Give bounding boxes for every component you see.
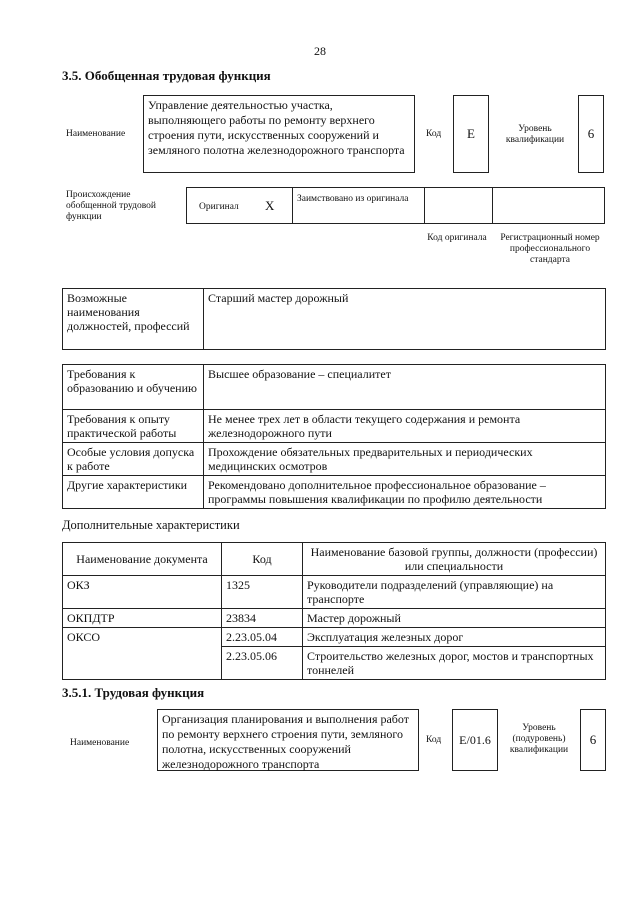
code-cell: 2.23.05.06 bbox=[222, 647, 303, 680]
gtf-name-label: Наименование bbox=[66, 129, 126, 139]
name-cell: Мастер дорожный bbox=[303, 609, 606, 628]
requirement-label: Другие характеристики bbox=[63, 476, 204, 509]
table-row bbox=[63, 410, 606, 443]
gtf-name-text: Управление деятельностью участка, выполняющего работы по ремонту верхнего строения пути, искусственных сооружений и земляного полотна железнодорожного транспорта bbox=[148, 98, 405, 157]
code-cell: 1325 bbox=[222, 576, 303, 609]
requirement-value: Прохождение обязательных предварительных и периодических медицинских осмотров bbox=[204, 443, 606, 476]
reg-number-caption: Регистрационный номер профессионального стандарта bbox=[500, 232, 600, 265]
name-cell: Руководители подразделений (управляющие) на транспорте bbox=[303, 576, 606, 609]
code-cell: 23834 bbox=[222, 609, 303, 628]
table-row bbox=[63, 628, 606, 647]
origin-code-caption: Код оригинала bbox=[427, 232, 487, 243]
requirements-table bbox=[62, 364, 606, 509]
gtf-code-label: Код bbox=[426, 129, 442, 139]
page-number: 28 bbox=[314, 44, 326, 58]
header-code: Код bbox=[222, 543, 303, 576]
requirement-value: Не менее трех лет в области текущего содержания и ремонта железнодорожного пути bbox=[204, 410, 606, 443]
tf-heading: 3.5.1. Трудовая функция bbox=[62, 685, 205, 700]
gtf-origin-label: Происхождение обобщенной трудовой функции bbox=[66, 190, 156, 222]
requirement-label: Особые условия допуска к работе bbox=[63, 443, 204, 476]
table-row bbox=[63, 476, 606, 509]
requirement-label: Требования к образованию и обучению bbox=[63, 365, 204, 410]
gtf-code-value: E bbox=[453, 95, 489, 173]
positions-label: Возможные наименования должностей, профессий bbox=[63, 289, 204, 350]
code-cell: 2.23.05.04 bbox=[222, 628, 303, 647]
requirement-value: Рекомендовано дополнительное профессиональное образование – программы повышения квалификации по профилю деятельности bbox=[204, 476, 606, 509]
table-row bbox=[63, 443, 606, 476]
borrowed-label: Заимствовано из оригинала bbox=[297, 194, 409, 204]
doc-cell: ОКСО bbox=[63, 628, 222, 680]
table-row bbox=[63, 576, 606, 609]
positions-table bbox=[62, 288, 606, 350]
doc-cell: ОКЗ bbox=[63, 576, 222, 609]
table-row bbox=[63, 365, 606, 410]
origin-table bbox=[186, 187, 605, 224]
table-row bbox=[63, 609, 606, 628]
tf-code-value: E/01.6 bbox=[452, 709, 498, 771]
tf-code-label: Код bbox=[426, 735, 442, 745]
original-label: Оригинал bbox=[199, 202, 239, 212]
additional-title: Дополнительные характеристики bbox=[62, 518, 240, 532]
tf-name-label: Наименование bbox=[70, 738, 130, 748]
name-cell: Эксплуатация железных дорог bbox=[303, 628, 606, 647]
doc-cell: ОКПДТР bbox=[63, 609, 222, 628]
requirement-value: Высшее образование – специалитет bbox=[204, 365, 606, 410]
tf-level-label: Уровень (подуровень) квалификации bbox=[509, 722, 569, 755]
header-name: Наименование базовой группы, должности (профессии) или специальности bbox=[303, 543, 606, 576]
original-mark: X bbox=[265, 198, 275, 213]
tf-name-text: Организация планирования и выполнения работ по ремонту верхнего строения пути, земляного полотна, искусственных сооружений железнодорожного транспорта bbox=[162, 712, 409, 771]
requirement-label: Требования к опыту практической работы bbox=[63, 410, 204, 443]
tf-name-box bbox=[157, 709, 419, 771]
tf-level-value: 6 bbox=[580, 709, 606, 771]
gtf-heading: 3.5. Обобщенная трудовая функция bbox=[62, 68, 271, 83]
header-doc: Наименование документа bbox=[63, 543, 222, 576]
table-header-row bbox=[63, 543, 606, 576]
additional-table bbox=[62, 542, 606, 680]
gtf-level-label: Уровень квалификации bbox=[505, 124, 565, 145]
gtf-level-value: 6 bbox=[578, 95, 604, 173]
name-cell: Строительство железных дорог, мостов и транспортных тоннелей bbox=[303, 647, 606, 680]
gtf-name-box bbox=[143, 95, 415, 173]
positions-value: Старший мастер дорожный bbox=[204, 289, 606, 350]
